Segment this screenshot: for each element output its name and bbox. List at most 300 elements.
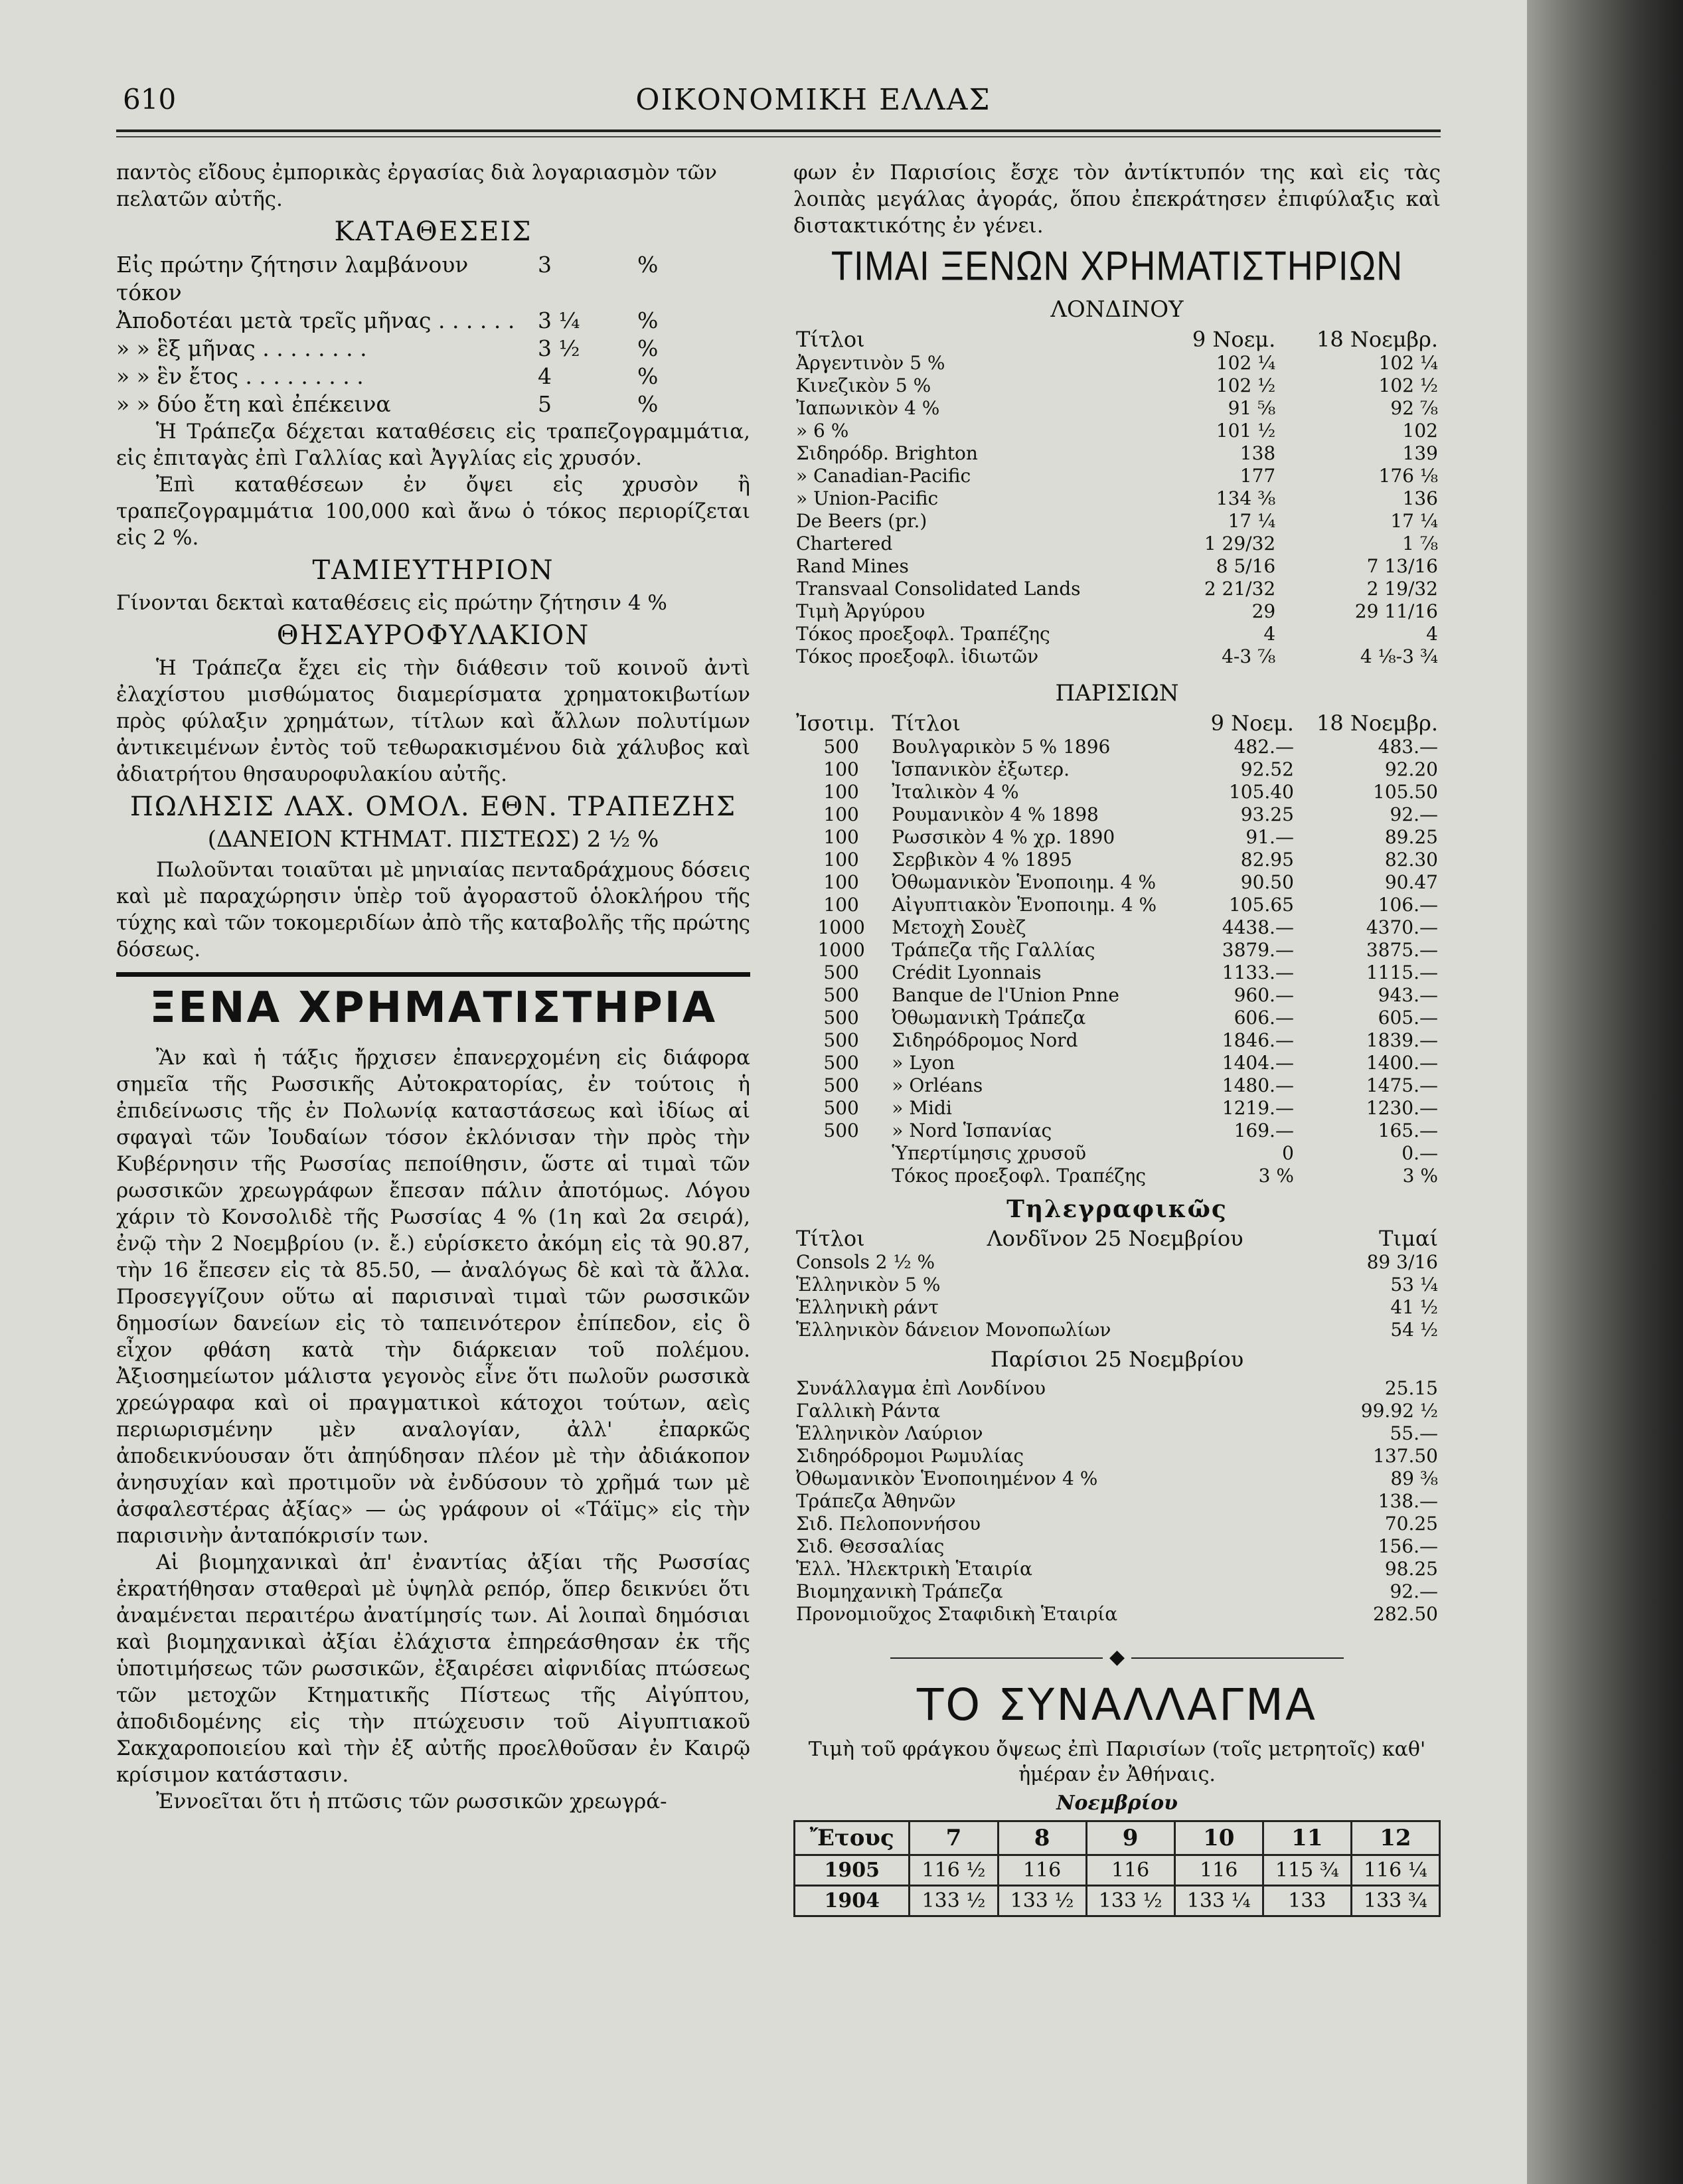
- table-cell: Μετοχὴ Σουὲζ: [892, 916, 1026, 938]
- table-row: [793, 1513, 1441, 1535]
- table-row: [793, 1558, 1441, 1580]
- table-cell: 133 ½: [910, 1886, 998, 1916]
- table-cell: 138.—: [1378, 1490, 1438, 1512]
- table-cell: Banque de l'Union Pnne: [892, 984, 1119, 1006]
- deposit-paragraph: Ἡ Τράπεζα δέχεται καταθέσεις εἰς τραπεζογραμμάτια, εἰς ἐπιταγὰς ἐπὶ Γαλλίας καὶ Ἀγγλίας εἰς χρυσόν.: [116, 420, 750, 470]
- table-cell: » Orléans: [892, 1074, 983, 1096]
- column-header: 18 Νοεμβρ.: [1316, 711, 1438, 736]
- table-cell: 1000: [817, 916, 865, 938]
- table-cell: 3875.—: [1366, 939, 1438, 961]
- sale-heading: ΠΩΛΗΣΙΣ ΛΑΧ. ΟΜΟΛ. ΕΘΝ. ΤΡΑΠΕΖΗΣ: [129, 792, 737, 822]
- table-cell: 70.25: [1384, 1513, 1438, 1535]
- london-table-body: [793, 352, 1441, 668]
- table-row: [793, 871, 1441, 894]
- table-cell: Τόκος προεξοφλ. ἰδιωτῶν: [796, 645, 1039, 667]
- exchange-title: ΤΟ ΣΥΝΑΛΛΑΓΜΑ: [916, 1679, 1318, 1730]
- table-cell: 2 21/32: [1204, 578, 1276, 600]
- table-row: [793, 1400, 1441, 1422]
- table-row: [793, 352, 1441, 375]
- table-row: [793, 578, 1441, 600]
- table-cell: Ἰαπωνικὸν 4 %: [796, 397, 940, 419]
- intro-line: παντὸς εἴδους ἐμπορικὰς ἐργασίας διὰ λογαριασμὸν τῶν: [116, 161, 717, 185]
- paris-table-body: [793, 736, 1441, 1187]
- telegraph-paris-table: [793, 1377, 1441, 1626]
- london-table: [793, 327, 1441, 668]
- table-cell: Σιδηρόδρομοι Ρωμυλίας: [796, 1445, 1024, 1467]
- column-header: Τίτλοι: [796, 1226, 865, 1251]
- column-header: Τίτλοι: [796, 327, 865, 352]
- table-cell: Ρουμανικὸν 4 % 1898: [892, 803, 1099, 825]
- rate-label: Εἰς πρώτην ζήτησιν λαμβάνουν τόκον: [116, 252, 469, 305]
- table-cell: 92.20: [1384, 758, 1438, 780]
- table-row: [793, 894, 1441, 916]
- table-cell: 1846.—: [1222, 1029, 1294, 1051]
- table-row: [793, 1490, 1441, 1513]
- table-cell: Αἰγυπτιακὸν Ἑνοποιημ. 4 %: [892, 894, 1157, 916]
- table-cell: 100: [823, 894, 859, 916]
- table-cell: 1000: [817, 939, 865, 961]
- table-cell: 89 3/16: [1366, 1251, 1438, 1273]
- table-row: [793, 1274, 1441, 1296]
- table-cell: 115 ¾: [1263, 1855, 1351, 1886]
- table-cell: 92 ⅞: [1390, 397, 1438, 419]
- table-row: [793, 623, 1441, 645]
- table-cell: 17 ¼: [1390, 510, 1438, 532]
- table-cell: Βιομηχανικὴ Τράπεζα: [796, 1580, 1003, 1602]
- table-cell: 41 ½: [1390, 1296, 1438, 1318]
- table-row: [793, 533, 1441, 555]
- table-row: [793, 1535, 1441, 1558]
- table-cell: Κινεζικὸν 5 %: [796, 375, 931, 396]
- table-cell: 500: [823, 962, 859, 983]
- table-cell: 4: [1426, 623, 1438, 645]
- ornament-divider: ◆: [793, 1645, 1441, 1669]
- table-cell: 177: [1240, 465, 1276, 487]
- table-cell: 29 11/16: [1354, 600, 1438, 622]
- table-cell: 116: [1174, 1855, 1263, 1886]
- table-cell: 133 ½: [998, 1886, 1086, 1916]
- table-cell: 1400.—: [1366, 1052, 1438, 1074]
- rate-label: » » ἓν ἔτος . . . . . . . . .: [116, 363, 364, 389]
- table-cell: 1 29/32: [1204, 533, 1276, 554]
- paris-table: [793, 711, 1441, 1187]
- table-cell: 1404.—: [1222, 1052, 1294, 1074]
- table-cell: 605.—: [1378, 1007, 1438, 1029]
- table-cell: Consols 2 ½ %: [796, 1251, 935, 1273]
- table-row: [793, 1296, 1441, 1319]
- table-cell: Ἑλληνικὸν Λαύριον: [796, 1422, 983, 1444]
- rate-unit: %: [637, 335, 659, 361]
- table-cell: 169.—: [1234, 1120, 1294, 1141]
- table-cell: 943.—: [1378, 984, 1438, 1006]
- table-row: [793, 1319, 1441, 1341]
- table-row: [793, 1251, 1441, 1274]
- table-cell: 1230.—: [1366, 1097, 1438, 1119]
- table-row: [793, 1580, 1441, 1603]
- table-cell: 1115.—: [1366, 962, 1438, 983]
- deposit-rate-row: [116, 307, 750, 335]
- table-row: [793, 849, 1441, 871]
- table-cell: 98.25: [1384, 1558, 1438, 1580]
- rate-label: Ἀποδοτέαι μετὰ τρεῖς μῆνας . . . . . .: [116, 307, 515, 333]
- table-cell: Τόκος προεξοφλ. Τραπέζης: [892, 1165, 1146, 1187]
- table-cell: Προνομιοῦχος Σταφιδικὴ Ἑταιρία: [796, 1603, 1118, 1625]
- column-header: 18 Νοεμβρ.: [1316, 327, 1438, 352]
- table-cell: 4-3 ⅞: [1222, 645, 1276, 667]
- rate-value: 3 ½: [538, 335, 580, 361]
- rate-value: 3 ¼: [538, 307, 580, 333]
- table-cell: 500: [823, 736, 859, 758]
- table-cell: » 6 %: [796, 420, 849, 442]
- day-column-header: 12: [1351, 1821, 1439, 1855]
- table-cell: 2 19/32: [1366, 578, 1438, 600]
- table-cell: 165.—: [1378, 1120, 1438, 1141]
- table-header-row: [793, 1226, 1441, 1251]
- table-cell: 500: [823, 1029, 859, 1051]
- table-cell: 54 ½: [1390, 1319, 1438, 1341]
- sale-subheading: (ΔΑΝΕΙΟΝ ΚΤΗΜΑΤ. ΠΙΣΤΕΩΣ) 2 ½ %: [207, 826, 659, 853]
- table-cell: 91.—: [1245, 826, 1294, 848]
- table-cell: 138: [1240, 442, 1276, 464]
- day-column-header: 7: [910, 1821, 998, 1855]
- table-cell: 29: [1251, 600, 1276, 622]
- header-rule: [116, 129, 1441, 132]
- deposit-rate-row: [116, 251, 750, 307]
- newspaper-page: [116, 73, 1441, 2145]
- table-cell: 102: [1402, 420, 1438, 442]
- table-cell: » Nord Ἱσπανίας: [892, 1120, 1052, 1141]
- table-cell: 90.50: [1240, 871, 1294, 893]
- table-row: [793, 1445, 1441, 1468]
- table-cell: Τράπεζα τῆς Γαλλίας: [892, 939, 1095, 961]
- table-cell: 101 ½: [1216, 420, 1276, 442]
- table-cell: 156.—: [1378, 1535, 1438, 1557]
- table-row: [793, 375, 1441, 397]
- table-row: [793, 1165, 1441, 1187]
- table-cell: » Midi: [892, 1097, 952, 1119]
- table-cell: 25.15: [1384, 1377, 1438, 1399]
- table-row: [793, 600, 1441, 623]
- page-number: 610: [123, 83, 177, 116]
- table-cell: 1905: [795, 1855, 910, 1886]
- table-row: [793, 1377, 1441, 1400]
- table-row: [793, 939, 1441, 962]
- table-row: [793, 420, 1441, 442]
- table-cell: 116: [998, 1855, 1086, 1886]
- table-row: [793, 1007, 1441, 1029]
- table-cell: 500: [823, 984, 859, 1006]
- table-cell: Ἰταλικὸν 4 %: [892, 781, 1019, 803]
- table-cell: 136: [1402, 487, 1438, 509]
- table-row: [793, 1097, 1441, 1120]
- exchange-table-body: [795, 1855, 1440, 1916]
- table-cell: Σιδ. Πελοποννήσου: [796, 1513, 981, 1535]
- table-cell: 105.50: [1373, 781, 1438, 803]
- table-cell: Ἀργεντινὸν 5 %: [796, 352, 945, 374]
- table-cell: Ἑλληνικὴ ράντ: [796, 1296, 939, 1318]
- table-cell: 106.—: [1378, 894, 1438, 916]
- table-header-row: [793, 327, 1441, 352]
- table-cell: [793, 1165, 889, 1187]
- rate-unit: %: [637, 307, 659, 333]
- table-cell: 91 ⅝: [1228, 397, 1276, 419]
- table-cell: 1475.—: [1366, 1074, 1438, 1096]
- rate-unit: %: [637, 363, 659, 389]
- table-cell: 133: [1263, 1886, 1351, 1916]
- header-rule-secondary: [116, 136, 1441, 137]
- table-cell: 3879.—: [1222, 939, 1294, 961]
- table-row: [795, 1886, 1440, 1916]
- table-row: [793, 442, 1441, 465]
- paris-heading: ΠΑΡΙΣΙΩΝ: [1055, 680, 1179, 707]
- left-column: [116, 159, 750, 1815]
- telegraph-paris-body: [793, 1377, 1441, 1626]
- table-row: [793, 1029, 1441, 1052]
- table-cell: 116 ¼: [1351, 1855, 1439, 1886]
- table-cell: 4: [1263, 623, 1276, 645]
- safe-heading: ΘΗΣΑΥΡΟΦΥΛΑΚΙΟΝ: [276, 620, 590, 651]
- telegraph-london-body: [793, 1251, 1441, 1341]
- table-row: [793, 984, 1441, 1007]
- table-cell: 53 ¼: [1390, 1274, 1438, 1296]
- table-cell: Γαλλικὴ Ράντα: [796, 1400, 941, 1422]
- day-column-header: 9: [1086, 1821, 1174, 1855]
- table-cell: Transvaal Consolidated Lands: [796, 578, 1081, 600]
- table-row: [793, 465, 1441, 487]
- table-cell: Σιδηρόδρ. Brighton: [796, 442, 978, 464]
- table-cell: 0.—: [1402, 1142, 1438, 1164]
- right-column: [793, 159, 1441, 1917]
- table-row: [793, 397, 1441, 420]
- table-cell: 102 ½: [1378, 375, 1438, 396]
- table-cell: 606.—: [1234, 1007, 1294, 1029]
- table-cell: 1904: [795, 1886, 910, 1916]
- rate-label: » » δύο ἔτη καὶ ἐπέκεινα: [116, 391, 391, 417]
- table-row: [793, 1142, 1441, 1165]
- table-row: [793, 1120, 1441, 1142]
- table-cell: Ἑλλ. Ἠλεκτρικὴ Ἑταιρία: [796, 1558, 1032, 1580]
- deposit-rate-row: [116, 335, 750, 363]
- rate-unit: %: [637, 252, 659, 278]
- section-rule: [116, 972, 750, 977]
- table-cell: Ἑλληνικὸν 5 %: [796, 1274, 941, 1296]
- table-cell: Ὀθωμανικὸν Ἑνοποιημ. 4 %: [892, 871, 1157, 893]
- column-header: Ἰσοτιμ.: [796, 711, 875, 736]
- intro-line: πελατῶν αὐτῆς.: [116, 187, 283, 211]
- table-cell: Ἱσπανικὸν ἐξωτερ.: [892, 758, 1070, 780]
- table-cell: 100: [823, 826, 859, 848]
- table-cell: Σιδηρόδρομος Nord: [892, 1029, 1078, 1051]
- year-column-header: Ἔτους: [795, 1821, 910, 1855]
- table-cell: Ἑλληνικὸν δάνειον Μονοπωλίων: [796, 1319, 1111, 1341]
- table-cell: 100: [823, 871, 859, 893]
- table-cell: 133 ½: [1086, 1886, 1174, 1916]
- table-cell: Crédit Lyonnais: [892, 962, 1042, 983]
- table-cell: Ρωσσικὸν 4 % χρ. 1890: [892, 826, 1115, 848]
- table-row: [793, 1603, 1441, 1626]
- table-cell: 116: [1086, 1855, 1174, 1886]
- table-cell: 960.—: [1234, 984, 1294, 1006]
- table-cell: 176 ⅛: [1378, 465, 1438, 487]
- column-header: Λονδῖνον 25 Νοεμβρίου: [987, 1226, 1243, 1251]
- table-cell: 139: [1402, 442, 1438, 464]
- table-row: [793, 1468, 1441, 1490]
- table-cell: 105.65: [1228, 894, 1294, 916]
- exchange-caption: Τιμὴ τοῦ φράγκου ὄψεως ἐπὶ Παρισίων (τοῖς μετρητοῖς) καθ' ἡμέραν ἐν Ἀθήναις.: [808, 1738, 1426, 1786]
- table-cell: 1480.—: [1222, 1074, 1294, 1096]
- table-cell: 133 ¼: [1174, 1886, 1263, 1916]
- table-cell: 89 ⅜: [1390, 1468, 1438, 1489]
- table-cell: 3 %: [1402, 1165, 1438, 1187]
- table-cell: 483.—: [1378, 736, 1438, 758]
- table-cell: 7 13/16: [1366, 555, 1438, 577]
- table-cell: 133 ¾: [1351, 1886, 1439, 1916]
- day-column-header: 8: [998, 1821, 1086, 1855]
- column-header: Τίτλοι: [892, 711, 961, 736]
- table-cell: Ὑπερτίμησις χρυσοῦ: [892, 1142, 1087, 1164]
- table-cell: 100: [823, 758, 859, 780]
- foreign-exchanges-title: ΞΕΝΑ ΧΡΗΜΑΤΙΣΤΗΡΙΑ: [149, 983, 718, 1033]
- telegraph-heading: Τηλεγραφικῶς: [1006, 1195, 1228, 1223]
- table-cell: 4438.—: [1222, 916, 1294, 938]
- table-cell: 102 ½: [1216, 375, 1276, 396]
- table-cell: 99.92 ½: [1360, 1400, 1438, 1422]
- day-column-header: 10: [1174, 1821, 1263, 1855]
- table-cell: 89.25: [1384, 826, 1438, 848]
- table-cell: [793, 1142, 889, 1165]
- rate-value: 5: [538, 391, 552, 417]
- prices-title: ΤΙΜΑΙ ΞΕΝΩΝ ΧΡΗΜΑΤΙΣΤΗΡΙΩΝ: [831, 243, 1403, 290]
- foreign-paragraph: Αἱ βιομηχανικαὶ ἀπ' ἐναντίας ἀξίαι τῆς Ρωσσίας ἐκρατήθησαν σταθεραὶ μὲ ὑψηλὰ ρεπόρ, ὅπερ δεικνύει ὅτι ἀναμένεται περαιτέρω ἀνατίμησίς των. Αἱ λοιπαὶ δημόσιαι καὶ βιομηχανικαὶ ἀξίαι ἐλάχιστα ἐπηρεάσθησαν ἐκ τῆς ὑποτιμήσεως τῶν ρωσσικῶν, ἐξαιρέσει αἰφνιδίας πτώσεως τῶν μετοχῶν Κτηματικῆς Πίστεως τῆς Αἰγύπτου, ἀποδιδομένης εἰς τὴν πτώχευσιν τοῦ Αἰγυπτιακοῦ Σακχαροποιείου καὶ τὴν ἐξ αὐτῆς προελθοῦσαν ἐν Καιρῷ κρίσιμον κατάστασιν.: [116, 1551, 750, 1787]
- table-row: [793, 1052, 1441, 1074]
- table-cell: 100: [823, 849, 859, 871]
- table-row: [795, 1855, 1440, 1886]
- table-cell: De Beers (pr.): [796, 510, 927, 532]
- table-cell: Συνάλλαγμα ἐπὶ Λονδίνου: [796, 1377, 1046, 1399]
- table-row: [793, 962, 1441, 984]
- table-row: [793, 758, 1441, 781]
- table-cell: 134 ⅜: [1216, 487, 1276, 509]
- table-row: [793, 781, 1441, 803]
- table-cell: 500: [823, 1007, 859, 1029]
- table-cell: 55.—: [1390, 1422, 1438, 1444]
- continuation-text: φων ἐν Παρισίοις ἔσχε τὸν ἀντίκτυπόν της καὶ εἰς τὰς λοιπὰς μεγάλας ἀγοράς, ὅπου ἐπεκράτησεν ἐπιφύλαξις καὶ διστακτικότης ἐν γένει.: [793, 161, 1441, 238]
- table-cell: 500: [823, 1052, 859, 1074]
- table-row: [793, 487, 1441, 510]
- table-cell: 500: [823, 1120, 859, 1141]
- exchange-table: [793, 1820, 1441, 1917]
- table-cell: Τιμὴ Ἀργύρου: [796, 600, 925, 622]
- table-cell: » Canadian-Pacific: [796, 465, 971, 487]
- table-cell: 93.25: [1240, 803, 1294, 825]
- table-header-row: [793, 711, 1441, 736]
- table-cell: 482.—: [1234, 736, 1294, 758]
- table-cell: 92.—: [1390, 803, 1438, 825]
- column-header: 9 Νοεμ.: [1210, 711, 1294, 736]
- foreign-paragraph: Ἂν καὶ ἡ τάξις ἤρχισεν ἐπανερχομένη εἰς διάφορα σημεῖα τῆς Ρωσσικῆς Αὐτοκρατορίας, ἐν τούτοις ἡ ἐπιδείνωσις τῆς ἐν Πολωνίᾳ καταστάσεως καὶ ἰδίως αἱ σφαγαὶ τῶν Ἰουδαίων τόσον ἐκλόνισαν τὴν πρὸς τὴν Κυβέρνησιν τῆς Ρωσσίας πεποίθησιν, ὥστε αἱ τιμαὶ τῶν ρωσσικῶν χρεωγράφων ἔπεσαν πάλιν ἀποτόμως. Λόγου χάριν τὸ Κονσολιδὲ τῆς Ρωσσίας 4 % (1η καὶ 2α σειρά), ἐνῷ τὴν 2 Νοεμβρίου (ν. ἔ.) εὑρίσκετο ἀκόμη εἰς τὰ 90.87, τὴν 16 ἔπεσεν εἰς τὰ 85.50, — ἀναλόγως δὲ καὶ τὰ ἄλλα. Προσεγγίζουν οὕτω αἱ παρισιναὶ τιμαὶ τῶν ρωσσικῶν δημοσίων δανείων εἰς τὸ ταπεινότερον ἐπίπεδον, εἰς ὃ εἶχον φθάση κατὰ τὴν διάρκειαν τοῦ πολέμου. Ἀξιοσημείωτον μάλιστα γεγονὸς εἶνε ὅτι πωλοῦν ρωσσικὰ χρεώγραφα καὶ οἱ πραγματικοὶ κάτοχοι τούτων, αεὶς περιωρισμένην μὲν αναλογίαν, ἀλλ' ἐπαρκῶς ἀποδεικνύουσαν ὅτι ἀπηύδησαν πλέον μὲ τὴν ἀδιάκοπον ἀνησυχίαν καὶ προτιμοῦν νὰ ἐνδύσουν τὸ χρῆμά των μὲ ἀσφαλεστέρας ἀξίας» — ὡς γράφουν οἱ «Τάϊμς» εἰς τὴν παρισινὴν ἀνταπόκρισίν των.: [116, 1046, 750, 1548]
- table-cell: Τράπεζα Ἀθηνῶν: [796, 1490, 956, 1512]
- table-row: [793, 736, 1441, 758]
- table-cell: Ὀθωμανικὴ Τράπεζα: [892, 1007, 1086, 1029]
- table-cell: 4370.—: [1366, 916, 1438, 938]
- rate-unit: %: [637, 391, 659, 417]
- table-cell: Τόκος προεξοφλ. Τραπέζης: [796, 623, 1050, 645]
- column-header: 9 Νοεμ.: [1192, 327, 1276, 352]
- book-edge-shadow: [1527, 0, 1683, 2184]
- exchange-month: Νοεμβρίου: [1056, 1792, 1178, 1815]
- deposit-paragraph: Ἐπὶ καταθέσεων ἐν ὄψει εἰς χρυσὸν ἢ τραπεζογραμμάτια 100,000 καὶ ἄνω ὁ τόκος περιορίζεται εἰς 2 %.: [116, 473, 750, 550]
- table-cell: » Union-Pacific: [796, 487, 939, 509]
- table-cell: 3 %: [1258, 1165, 1294, 1187]
- table-cell: 137.50: [1373, 1445, 1438, 1467]
- table-cell: Chartered: [796, 533, 893, 554]
- table-cell: 1839.—: [1366, 1029, 1438, 1051]
- table-row: [793, 510, 1441, 533]
- table-cell: 1219.—: [1222, 1097, 1294, 1119]
- rate-value: 3: [538, 252, 552, 278]
- table-row: [793, 645, 1441, 668]
- london-heading: ΛΟΝΔΙΝΟΥ: [1050, 296, 1184, 323]
- rate-value: 4: [538, 363, 552, 389]
- rate-label: » » ἓξ μῆνας . . . . . . . .: [116, 335, 367, 361]
- table-cell: Σερβικὸν 4 % 1895: [892, 849, 1072, 871]
- table-cell: Ὀθωμανικὸν Ἑνοποιημένον 4 %: [796, 1468, 1098, 1489]
- table-cell: Rand Mines: [796, 555, 909, 577]
- table-cell: Βουλγαρικὸν 5 % 1896: [892, 736, 1111, 758]
- exchange-header-row: [795, 1821, 1440, 1855]
- table-cell: 1133.—: [1222, 962, 1294, 983]
- safe-text: Ἡ Τράπεζα ἔχει εἰς τὴν διάθεσιν τοῦ κοινοῦ ἀντὶ ἐλαχίστου μισθώματος διαμερίσματα χρηματοκιβωτίων πρὸς φύλαξιν χρημάτων, τίτλων καὶ ἄλλων πολυτίμων ἀντικειμένων ἐντὸς τοῦ τεθωρακισμένου διὰ χάλυβος καὶ ἀδιατρήτου θησαυροφυλακίου αὐτῆς.: [116, 656, 750, 786]
- table-cell: 100: [823, 803, 859, 825]
- telegraph-paris-heading: Παρίσιοι 25 Νοεμβρίου: [990, 1347, 1244, 1372]
- table-cell: 116 ½: [910, 1855, 998, 1886]
- table-cell: Σιδ. Θεσσαλίας: [796, 1535, 945, 1557]
- day-column-header: 11: [1263, 1821, 1351, 1855]
- foreign-paragraph: Ἐννοεῖται ὅτι ἡ πτῶσις τῶν ρωσσικῶν χρεωγρά-: [156, 1790, 667, 1813]
- table-row: [793, 916, 1441, 939]
- deposit-rates: [116, 251, 750, 418]
- table-cell: 8 5/16: [1216, 555, 1276, 577]
- table-cell: 90.47: [1384, 871, 1438, 893]
- table-row: [793, 803, 1441, 826]
- table-cell: 500: [823, 1097, 859, 1119]
- table-cell: 105.40: [1228, 781, 1294, 803]
- table-cell: 82.95: [1240, 849, 1294, 871]
- table-row: [793, 1074, 1441, 1097]
- sale-text: Πωλοῦνται τοιαῦται μὲ μηνιαίας πενταδράχμους δόσεις καὶ μὲ παραχώρησιν ὑπὲρ τοῦ ἀγοραστοῦ ὁλοκλήρου τῆς τύχης καὶ τῶν τοκομεριδίων ἀπὸ τῆς καταβολῆς τῆς πρώτης δόσεως.: [116, 858, 750, 962]
- savings-heading: ΤΑΜΙΕΥΤΗΡΙΟΝ: [312, 555, 554, 586]
- table-cell: 92.—: [1390, 1580, 1438, 1602]
- table-cell: 102 ¼: [1378, 352, 1438, 374]
- deposit-rate-row: [116, 390, 750, 418]
- table-row: [793, 826, 1441, 849]
- table-cell: 92.52: [1240, 758, 1294, 780]
- table-cell: 0: [1282, 1142, 1294, 1164]
- table-row: [793, 555, 1441, 578]
- table-cell: 82.30: [1384, 849, 1438, 871]
- table-cell: 500: [823, 1074, 859, 1096]
- table-cell: 102 ¼: [1216, 352, 1276, 374]
- table-cell: » Lyon: [892, 1052, 955, 1074]
- table-cell: 100: [823, 781, 859, 803]
- column-header: Τιμαί: [1379, 1226, 1438, 1251]
- telegraph-london-table: [793, 1226, 1441, 1341]
- deposit-rate-row: [116, 363, 750, 390]
- page-header: [116, 73, 1441, 126]
- table-cell: 4 ⅛-3 ¾: [1360, 645, 1438, 667]
- deposits-heading: ΚΑΤΑΘΕΣΕΙΣ: [334, 216, 532, 247]
- journal-title: ΟΙΚΟΝΟΜΙΚΗ ΕΛΛΑΣ: [635, 83, 991, 117]
